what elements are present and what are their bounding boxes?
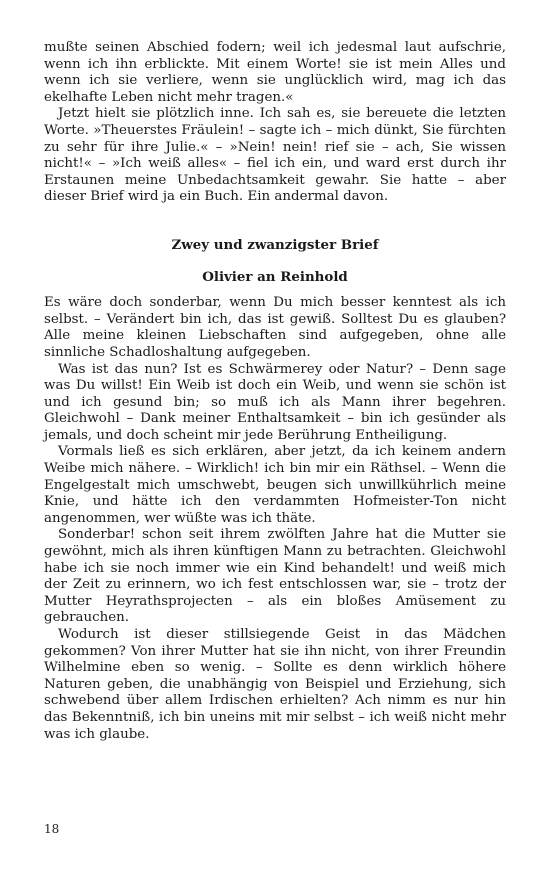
paragraph-continuation: mußte seinen Abschied fodern; weil ich jedesmal laut aufschrie, wenn ich ihn erblickte. Mit einem Worte! sie ist mein Alles und wenn ich sie verliere, wenn sie unglücklich wird, mag ich das ekelhafte Leben nicht mehr tragen.« bbox=[44, 40, 506, 105]
paragraph-julie-dialogue: Jetzt hielt sie plötzlich inne. Ich sah es, sie bereuete die letzten Worte. »Theuerstes Fräulein! – sagte ich – mich dünkt, Sie fürchten zu sehr für ihre Julie.« – »Nein! nein! rief sie – ach, Sie wissen nicht!« – »Ich weiß alles« – fiel ich ein, und ward erst durch ihr Erstaunen meine Unbedachtsamkeit gewahr. Sie hatte – aber dieser Brief wird ja ein Buch. Ein andermal davon. bbox=[44, 106, 506, 205]
letter-paragraph: Wodurch ist dieser stillsiegende Geist in das Mädchen gekommen? Von ihrer Mutter hat sie ihn nicht, von ihrer Freundin Wilhelmine eben so wenig. – Sollte es denn wirklich höhere Naturen geben, die unabhängig von Beispiel und Erziehung, sich schwebend über allem Irdischen erhielten? Ach nimm es nur hin das Bekenntniß, ich bin uneins mit mir selbst – ich weiß nicht mehr was ich glaube. bbox=[44, 627, 506, 742]
letter-paragraph: Was ist das nun? Ist es Schwärmerey oder Natur? – Denn sage was Du willst! Ein Weib ist doch ein Weib, und wenn sie schön ist und ich gesund bin; so muß ich als Mann ihrer begehren. Gleichwohl – Dank meiner Enthaltsamkeit – bin ich gesünder als jemals, und doch scheint mir jede Berührung Entheiligung. bbox=[44, 361, 506, 443]
letter-heading: Olivier an Reinhold bbox=[202, 268, 348, 285]
letter-paragraph: Sonderbar! schon seit ihrem zwölften Jahre hat die Mutter sie gewöhnt, mich als ihren künftigen Mann zu betrachten. Gleichwohl habe ich sie noch immer wie ein Kind behandelt! und weiß mich der Zeit zu erinnern, wo ich fest entschlossen war, sie – trotz der Mutter Heyrathsprojecten – als ein bloßes Amüsement zu gebrauchen. bbox=[44, 527, 506, 626]
chapter-heading: Zwey und zwanzigster Brief bbox=[171, 236, 379, 253]
letter-paragraph: Vormals ließ es sich erklären, aber jetzt, da ich keinem andern Weibe mich nähere. – Wirklich! ich bin mir ein Räthsel. – Wenn die Engelgestalt mich umschwebt, beugen sich unwillkührlich meine Knie, und hätte ich den verdammten Hofmeister-Ton nicht angenommen, wer wüßte was ich thäte. bbox=[44, 444, 506, 526]
page-text-block bbox=[44, 40, 506, 743]
letter-paragraph: Es wäre doch sonderbar, wenn Du mich besser kenntest als ich selbst. – Verändert bin ich, das ist gewiß. Solltest Du es glauben? Alle meine kleinen Liebschaften sind aufgegeben, ohne alle sinnliche Schadloshaltung aufgegeben. bbox=[44, 295, 506, 360]
page-number: 18 bbox=[44, 822, 60, 836]
